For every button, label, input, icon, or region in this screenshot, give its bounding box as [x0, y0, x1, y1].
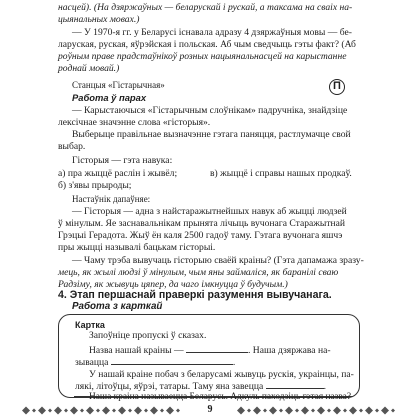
teacher-text: — Гісторыя — адна з найстаражытнейшых навук аб жыцці людзей — [72, 206, 347, 217]
page-footer — [20, 403, 400, 417]
text-line: роўным праве прадстаўнікоў розных нацыянальнасцей на карыстанне — [58, 51, 347, 62]
task-card — [58, 314, 360, 402]
section-title: 4. Этап першаснай праверкі разумення вывучанага. — [58, 289, 332, 301]
answer-line[interactable] — [74, 396, 352, 397]
station-heading: Станцыя «Гістарычная» — [72, 80, 165, 90]
option-c: б) з'явы прыроды; — [58, 180, 132, 191]
ornament-right-icon — [235, 406, 400, 415]
text-line — [58, 2, 363, 14]
section-subtitle: Работа з карткай — [72, 301, 163, 312]
task-line: — Карыстаючыся «Гістарычным слоўнікам» падручніка, знайдзіце — [72, 105, 348, 116]
option-b: в) жыццё і справы нашых продкаў. — [210, 168, 352, 179]
fill-blank-country-type[interactable] — [266, 380, 324, 389]
sentence-text: . — [232, 357, 236, 368]
task-line: Выберыце правільнае вызначэнне гэтага паняцця, растлумачце свой — [72, 129, 351, 140]
text-line: ларуская, руская, яўрэйская і польская. Аб чым сведчыць гэты факт? (Аб — [58, 39, 356, 50]
pair-work-badge: П — [329, 79, 345, 95]
definition-line: Гісторыя — гэта навука: — [72, 155, 173, 166]
question-line: мець, як жылі людзі ў мінулым, чым яны займаліся, як баранілі сваю — [58, 267, 339, 278]
task-line: выбар. — [58, 141, 86, 152]
question-line: — Чаму трэба вывучаць гісторыю сваёй краіны? (Гэта дапамажа зразу- — [72, 255, 364, 266]
text-line: цыянальных мовах.) — [58, 14, 140, 25]
sentence-text: зывацца — [75, 357, 109, 368]
sentence-text: лякі, літоўцы, яўрэі, татары. Таму яна завецца — [75, 381, 264, 392]
sentence-text: . Наша дзяржава на- — [247, 345, 331, 356]
text-line: — У 1970-я гг. у Беларусі існавала адразу 4 дзяржаўныя мовы — бе- — [72, 27, 352, 38]
teacher-text: пры жыцці называлі бацькам гісторыі. — [58, 242, 216, 253]
pair-work-title: Работа ў парах — [72, 92, 147, 103]
teacher-text: ў мінулым. Яе заснавальнікам прынята лічыць вучонага Старажытнай — [58, 218, 346, 229]
teacher-label: Настаўнік дапаўняе: — [72, 194, 151, 204]
task-line: лексічнае значэнне слова «гісторыя». — [58, 117, 211, 128]
ornament-left-icon — [20, 406, 185, 415]
sentence-text: Назва нашай краіны — — [89, 345, 184, 356]
teacher-text: Грэцыі Герадота. Жыў ён каля 2500 гадоў таму. Гэтага вучонага яшчэ — [58, 230, 343, 241]
sentence-text: . — [323, 381, 327, 392]
card-instruction: Запоўніце пропускі ў сказах. — [89, 330, 207, 341]
text-line: роднай мовай.) — [58, 63, 120, 74]
card-sentence-2: У нашай краіне побач з беларусамі жывуць рускія, украінцы, па- — [89, 369, 354, 380]
fill-blank-country[interactable] — [186, 344, 248, 353]
page-number: 9 — [207, 404, 213, 415]
question-line: Радзіму, як жывуць цяпер, да чаго імкнуцца ў будучым.) — [58, 279, 288, 290]
fill-blank-state-name[interactable] — [111, 356, 233, 365]
option-a: а) пра жыццё раслін і жывёл; — [58, 168, 178, 179]
text-line-content: насцей). (На дзяржаўных — беларускай і рускай, а таксама на сваіх на- — [58, 2, 353, 13]
card-sentence-3: Наша краіна называецца Беларусь. Адкуль паходзіць гэтая назва? — [89, 392, 351, 402]
card-label: Картка — [75, 320, 105, 330]
card-sentence-1-cont — [75, 356, 355, 369]
